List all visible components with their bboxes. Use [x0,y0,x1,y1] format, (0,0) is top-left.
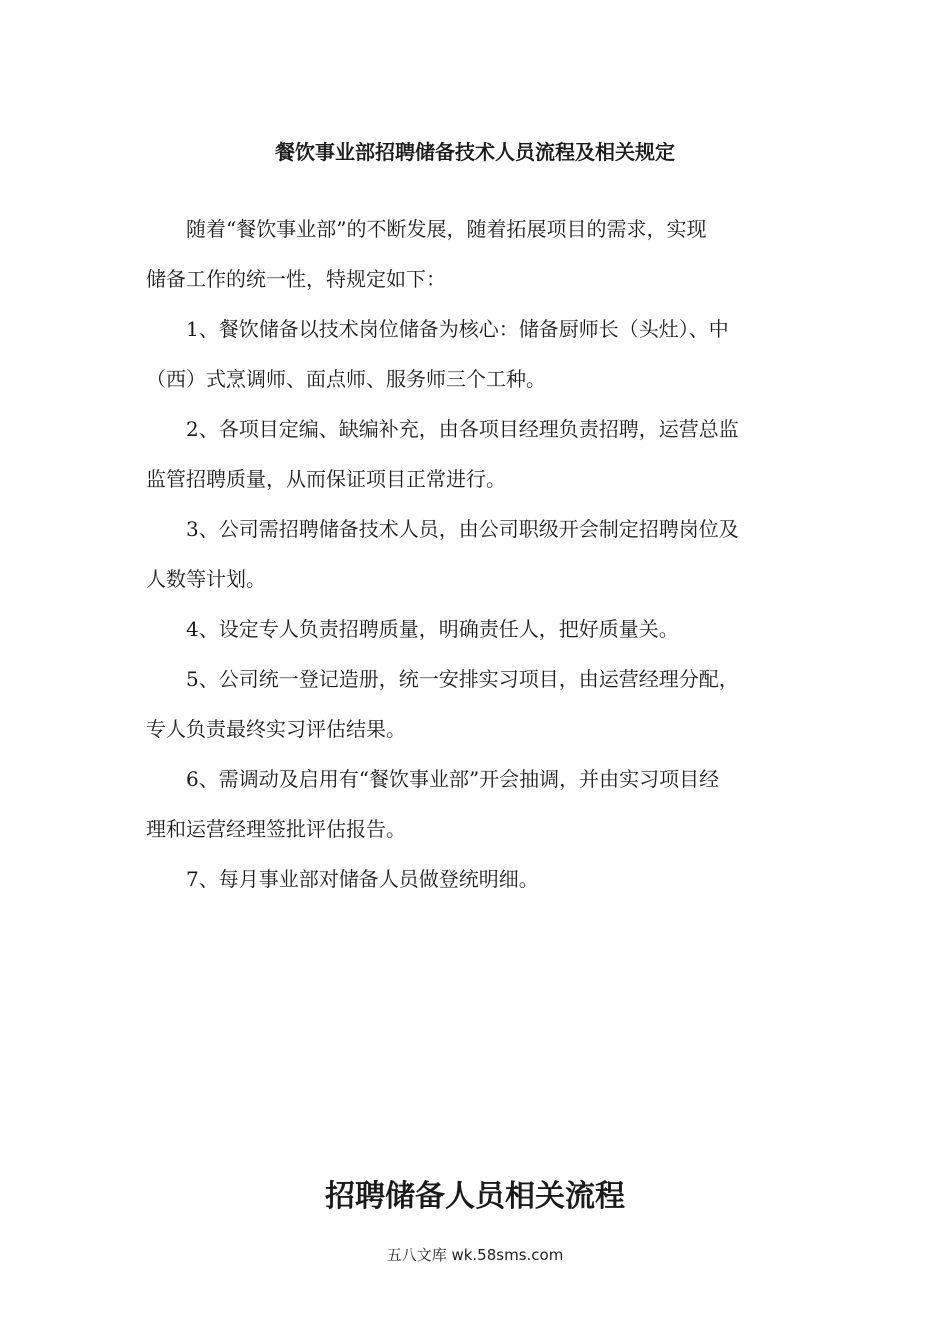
document-title: 餐饮事业部招聘储备技术人员流程及相关规定 [275,140,675,164]
paragraph-item-1 [146,304,810,404]
paragraph-line: 4、设定专人负责招聘质量，明确责任人，把好质量关。 [186,617,679,641]
paragraph-line: 专人负责最终实习评估结果。 [146,717,406,741]
paragraph-line: 3、公司需招聘储备技术人员，由公司职级开会制定招聘岗位及 [186,517,739,541]
paragraph-line: （西）式烹调师、面点师、服务师三个工种。 [146,367,546,391]
paragraph-line: 1、餐饮储备以技术岗位储备为核心：储备厨师长（头灶）、中 [186,317,729,341]
section-title: 招聘储备人员相关流程 [325,1179,625,1214]
footer-watermark: 五八文库 wk.58sms.com [386,1246,564,1264]
paragraph-line: 随着“餐饮事业部”的不断发展，随着拓展项目的需求，实现 [186,217,707,241]
paragraph-item-5 [146,654,810,754]
paragraph-line: 7、每月事业部对储备人员做登统明细。 [186,867,539,891]
paragraph-line: 储备工作的统一性，特规定如下： [146,267,446,291]
paragraph-item-3 [146,504,810,604]
paragraph-line: 监管招聘质量，从而保证项目正常进行。 [146,467,506,491]
paragraph-line: 理和运营经理签批评估报告。 [146,817,406,841]
paragraph-item-4 [146,604,810,654]
paragraph-line: 人数等计划。 [146,567,266,591]
paragraph-item-2 [146,404,810,504]
paragraph-line: 2、各项目定编、缺编补充，由各项目经理负责招聘，运营总监 [186,417,739,441]
paragraph-line: 6、需调动及启用有“餐饮事业部”开会抽调，并由实习项目经 [186,767,720,791]
paragraph-line: 5、公司统一登记造册，统一安排实习项目，由运营经理分配， [186,667,739,691]
paragraph-intro [146,204,810,304]
paragraph-item-7 [146,854,810,904]
document-body [146,204,810,904]
paragraph-item-6 [146,754,810,854]
